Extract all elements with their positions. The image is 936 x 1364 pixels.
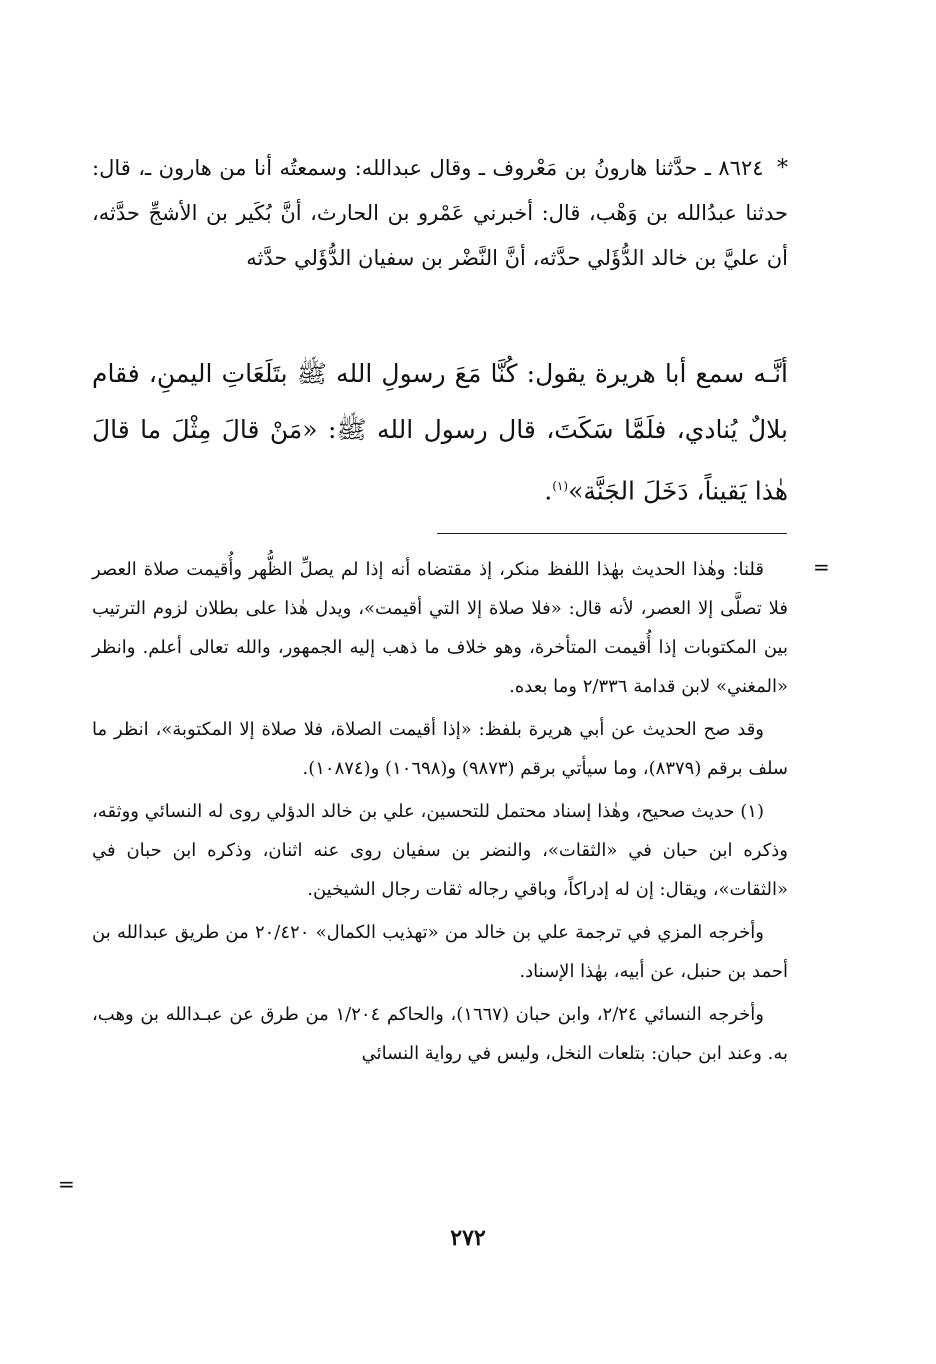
isnad-text: ٨٦٢٤ ـ حدَّثنا هارونُ بن مَعْروف ـ وقال عبدالله: وسمعتُه أنا من هارون ـ، قال: حدثنا عبدُالله بن وَهْب، قال: أخبرني عَمْرو بن الحارث، أنَّ بُكَير بن الأشجِّ حدَّثه، أن عليَّ بن خالد الدُّؤَلي حدَّثه، أنَّ النَّضْر بن سفيان الدُّؤَلي حدَّثه [92, 156, 788, 270]
footnote-1: (١) حديث صحيح، وهٰذا إسناد محتمل للتحسين، علي بن خالد الدؤلي روى له النسائي ووثقه، وذكره ابن حبان في «الثقات»، والنضر بن سفيان روى عنه اثنان، وذكره ابن حبان في «الثقات»، ويقال: إن له إدراكاً، وباقي رجاله ثقات رجال الشيخين. [92, 801, 788, 900]
footnote-separator [437, 533, 787, 534]
note-paragraph: وأخرجه النسائي ٢/٢٤، وابن حبان (١٦٦٧)، والحاكم ١/٢٠٤ من طرق عن عبـدالله بن وهب، به. وعند ابن حبان: بتلعات النخل، وليس في رواية النسائي [92, 1004, 788, 1064]
note-paragraph: وقد صح الحديث عن أبي هريرة بلفظ: «إذا أقيمت الصلاة، فلا صلاة إلا المكتوبة»، انظر ما سلف برقم (٨٣٧٩)، وما سيأتي برقم (٩٨٧٣) و(١٠٦٩٨) و(١٠٨٧٤). [92, 719, 788, 779]
matn-text: أنَّـه سمع أبا هريرة يقول: كُنَّا مَعَ رسولِ الله ﷺ بتَلَعَاتِ اليمنِ، فقام بلالٌ يُنادي، فلَمَّا سَكَتَ، قال رسول الله ﷺ: «مَنْ قالَ مِثْلَ ما قالَ هٰذا يَقيناً، دَخَلَ الجَنَّة» [92, 359, 788, 506]
page-number: ٢٧٢ [450, 1225, 486, 1251]
continuation-mark-top: = [813, 555, 830, 579]
hadith-isnad [92, 146, 788, 281]
footnotes [92, 550, 788, 1077]
matn-end: . [544, 476, 553, 506]
footnote-reference: (١) [552, 479, 569, 493]
note-paragraph: وأخرجه المزي في ترجمة علي بن خالد من «تهذيب الكمال» ٢٠/٤٢٠ من طريق عبدالله بن أحمد بن حنبل، عن أبيه، بهٰذا الإسناد. [92, 922, 788, 982]
note-paragraph: قلنا: وهٰذا الحديث بهٰذا اللفظ منكر، إذ مقتضاه أنه إذا لم يصلِّ الظُّهر وأُقيمت صلاة العصر فلا تصلَّى إلا العصر، لأنه قال: «فلا صلاة إلا التي أقيمت»، ويدل هٰذا على بطلان لزوم الترتيب بين المكتوبات إذا أُقيمت المتأخرة، وهو خلاف ما ذهب إليه الجمهور، والله تعالى أعلم. وانظر «المغني» لابن قدامة ٢/٣٣٦ وما بعده. [92, 559, 788, 697]
hadith-star-marker: * [777, 156, 789, 181]
hadith-matn [92, 346, 788, 519]
continuation-mark-bottom: = [58, 1172, 75, 1196]
